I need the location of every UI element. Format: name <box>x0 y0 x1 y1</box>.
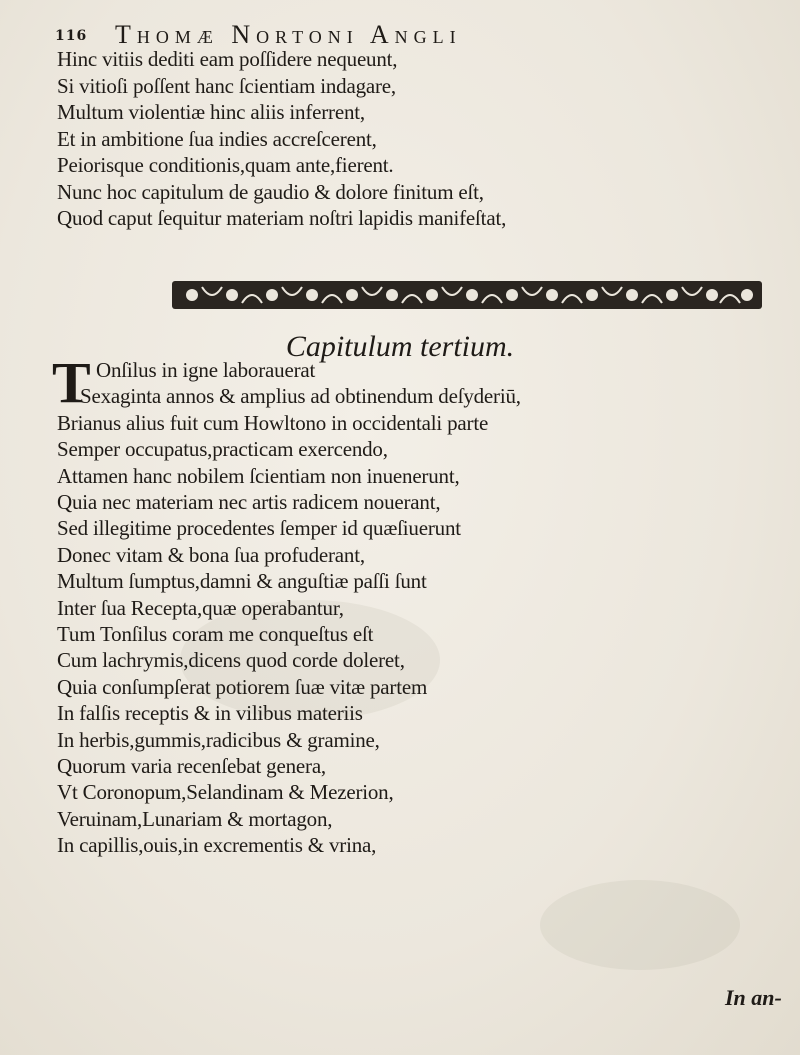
text-line: Quod caput ſequitur materiam noſtri lapidis manifeſtat, <box>57 206 507 230</box>
text-line: Brianus alius fuit cum Howltono in occidentali parte <box>57 410 489 435</box>
paper-stain <box>540 880 740 970</box>
text-line: Sexaginta annos & amplius ad obtinendum deſyderiū, <box>80 384 521 409</box>
text-line: Multum ſumptus,damni & anguſtiæ paſſi ſunt <box>57 569 427 594</box>
text-line: Multum violentiæ hinc aliis inferrent, <box>57 100 365 124</box>
text-line: In herbis,gummis,radicibus & gramine, <box>57 727 380 752</box>
text-line: Onſilus in igne laborauerat <box>96 358 316 382</box>
text-line: Et in ambitione ſua indies accreſcerent, <box>57 126 377 151</box>
text-line: Quorum varia recenſebat genera, <box>57 754 326 778</box>
drop-cap: T <box>52 350 91 415</box>
text-line: Attamen hanc nobilem ſcientiam non inuenerunt, <box>57 463 460 488</box>
text-line: Peiorisque conditionis,quam ante,fierent. <box>57 153 394 177</box>
text-line: In falſis receptis & in vilibus materiis <box>57 701 363 726</box>
text-line: Nunc hoc capitulum de gaudio & dolore finitum eſt, <box>57 179 484 204</box>
page-number: 116 <box>55 28 88 44</box>
chapter-title: Capitulum tertium. <box>285 330 515 363</box>
catchword: In an- <box>725 985 782 1010</box>
text-line: Quia nec materiam nec artis radicem nouerant, <box>57 490 441 514</box>
running-head: Thomæ Nortoni Angli <box>115 20 462 49</box>
text-line: Veruinam,Lunariam & mortagon, <box>57 806 333 831</box>
text-line: In capillis,ouis,in excrementis & vrina, <box>57 833 377 858</box>
text-line: Donec vitam & bona ſua profuderant, <box>57 542 365 567</box>
text-line: Sed illegitime procedentes ſemper id quæſiuerunt <box>57 516 461 541</box>
ornamental-band <box>172 277 762 313</box>
text-line: Inter ſua Recepta,quæ operabantur, <box>57 595 344 620</box>
text-line: Hinc vitiis dediti eam poſſidere nequeunt, <box>57 47 398 71</box>
text-line: Si vitioſi poſſent hanc ſcientiam indagare, <box>57 73 396 98</box>
text-line: Quia conſumpſerat potiorem ſuæ vitæ partem <box>57 674 428 699</box>
text-line: Semper occupatus,practicam exercendo, <box>57 437 388 462</box>
text-line: Tum Tonſilus coram me conqueſtus eſt <box>57 622 374 646</box>
text-line: Vt Coronopum,Selandinam & Mezerion, <box>57 780 394 805</box>
text-line: Cum lachrymis,dicens quod corde doleret, <box>57 648 405 673</box>
